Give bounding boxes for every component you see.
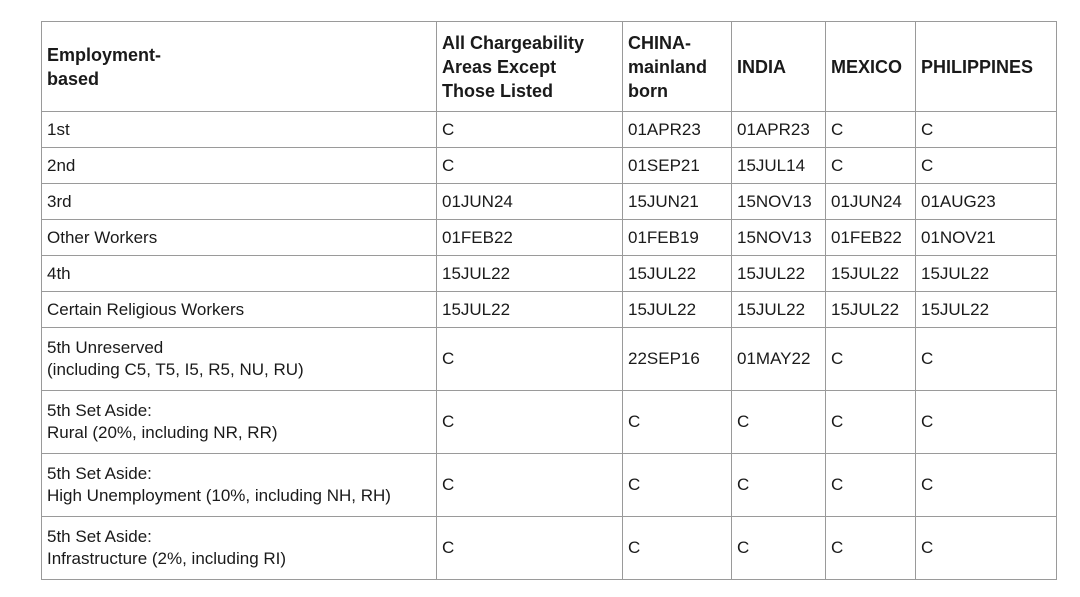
header-mexico: MEXICO: [826, 22, 916, 112]
row-category-label: Rural (20%, including NR, RR): [47, 423, 278, 442]
row-category-label: Infrastructure (2%, including RI): [47, 549, 287, 568]
table-row: [42, 112, 1057, 148]
row-category-label: 2nd: [47, 155, 76, 175]
table-row: [42, 328, 1057, 391]
header-china: CHINA- mainland born: [623, 22, 732, 112]
date-cell: 01FEB22: [437, 220, 623, 256]
table-body: [42, 112, 1057, 580]
date-cell: 15JUL22: [732, 292, 826, 328]
date-cell: 01SEP21: [623, 148, 732, 184]
header-india: INDIA: [732, 22, 826, 112]
row-category-cell: [42, 328, 437, 391]
date-cell: 15JUL22: [916, 292, 1057, 328]
date-cell: 01MAY22: [732, 328, 826, 391]
row-category-cell: [42, 454, 437, 517]
row-category-label: (including C5, T5, I5, R5, NU, RU): [47, 360, 304, 379]
row-category-label: 1st: [47, 119, 70, 139]
date-cell: 15JUL22: [732, 256, 826, 292]
header-all-chargeability: All Chargeability Areas Except Those Listed: [437, 22, 623, 112]
row-category-cell: [42, 292, 437, 328]
date-cell: 15JUL22: [826, 292, 916, 328]
row-category-cell: [42, 517, 437, 580]
date-cell: 15JUL22: [916, 256, 1057, 292]
row-category-cell: [42, 112, 437, 148]
row-category-label: 3rd: [47, 191, 72, 211]
date-cell: 15JUL22: [437, 292, 623, 328]
table-row: [42, 517, 1057, 580]
date-cell: C: [916, 112, 1057, 148]
date-cell: C: [437, 328, 623, 391]
date-cell: C: [826, 328, 916, 391]
date-cell: C: [732, 454, 826, 517]
date-cell: 15JUN21: [623, 184, 732, 220]
date-cell: 01NOV21: [916, 220, 1057, 256]
date-cell: C: [623, 391, 732, 454]
header-row: [42, 22, 1057, 112]
row-category-cell: [42, 391, 437, 454]
date-cell: C: [623, 517, 732, 580]
date-cell: 15JUL22: [437, 256, 623, 292]
date-cell: C: [826, 391, 916, 454]
table-row: [42, 292, 1057, 328]
table-row: [42, 391, 1057, 454]
date-cell: 01FEB19: [623, 220, 732, 256]
date-cell: 15JUL22: [826, 256, 916, 292]
date-cell: C: [916, 454, 1057, 517]
date-cell: C: [437, 112, 623, 148]
date-cell: 01JUN24: [826, 184, 916, 220]
date-cell: 01FEB22: [826, 220, 916, 256]
date-cell: 15NOV13: [732, 220, 826, 256]
date-cell: 15NOV13: [732, 184, 826, 220]
row-category-label: 5th Set Aside:: [47, 464, 152, 483]
date-cell: C: [437, 391, 623, 454]
date-cell: C: [437, 454, 623, 517]
date-cell: C: [916, 328, 1057, 391]
row-category-label: Certain Religious Workers: [47, 299, 245, 319]
employment-based-dates-table: [41, 21, 1057, 580]
table-row: [42, 148, 1057, 184]
date-cell: 15JUL14: [732, 148, 826, 184]
date-cell: 15JUL22: [623, 292, 732, 328]
table-row: [42, 184, 1057, 220]
date-cell: C: [916, 148, 1057, 184]
row-category-label: 5th Unreserved: [47, 338, 164, 357]
date-cell: C: [732, 517, 826, 580]
date-cell: C: [826, 454, 916, 517]
date-cell: C: [916, 517, 1057, 580]
row-category-label: High Unemployment (10%, including NH, RH): [47, 486, 391, 505]
date-cell: 01AUG23: [916, 184, 1057, 220]
row-category-cell: [42, 148, 437, 184]
date-cell: 22SEP16: [623, 328, 732, 391]
table-row: [42, 454, 1057, 517]
date-cell: C: [916, 391, 1057, 454]
table-row: [42, 256, 1057, 292]
row-category-label: 4th: [47, 263, 71, 283]
row-category-label: 5th Set Aside:: [47, 527, 152, 546]
row-category-cell: [42, 256, 437, 292]
date-cell: C: [437, 517, 623, 580]
date-cell: C: [623, 454, 732, 517]
date-cell: 01APR23: [623, 112, 732, 148]
date-cell: 01JUN24: [437, 184, 623, 220]
row-category-label: Other Workers: [47, 227, 158, 247]
date-cell: 01APR23: [732, 112, 826, 148]
date-cell: C: [826, 517, 916, 580]
row-category-cell: [42, 220, 437, 256]
date-cell: C: [826, 148, 916, 184]
row-category-label: 5th Set Aside:: [47, 401, 152, 420]
date-cell: C: [437, 148, 623, 184]
row-category-cell: [42, 184, 437, 220]
header-philippines: PHILIPPINES: [916, 22, 1057, 112]
date-cell: C: [826, 112, 916, 148]
table-row: [42, 220, 1057, 256]
date-cell: C: [732, 391, 826, 454]
date-cell: 15JUL22: [623, 256, 732, 292]
header-employment-based: Employment- based: [42, 22, 437, 112]
